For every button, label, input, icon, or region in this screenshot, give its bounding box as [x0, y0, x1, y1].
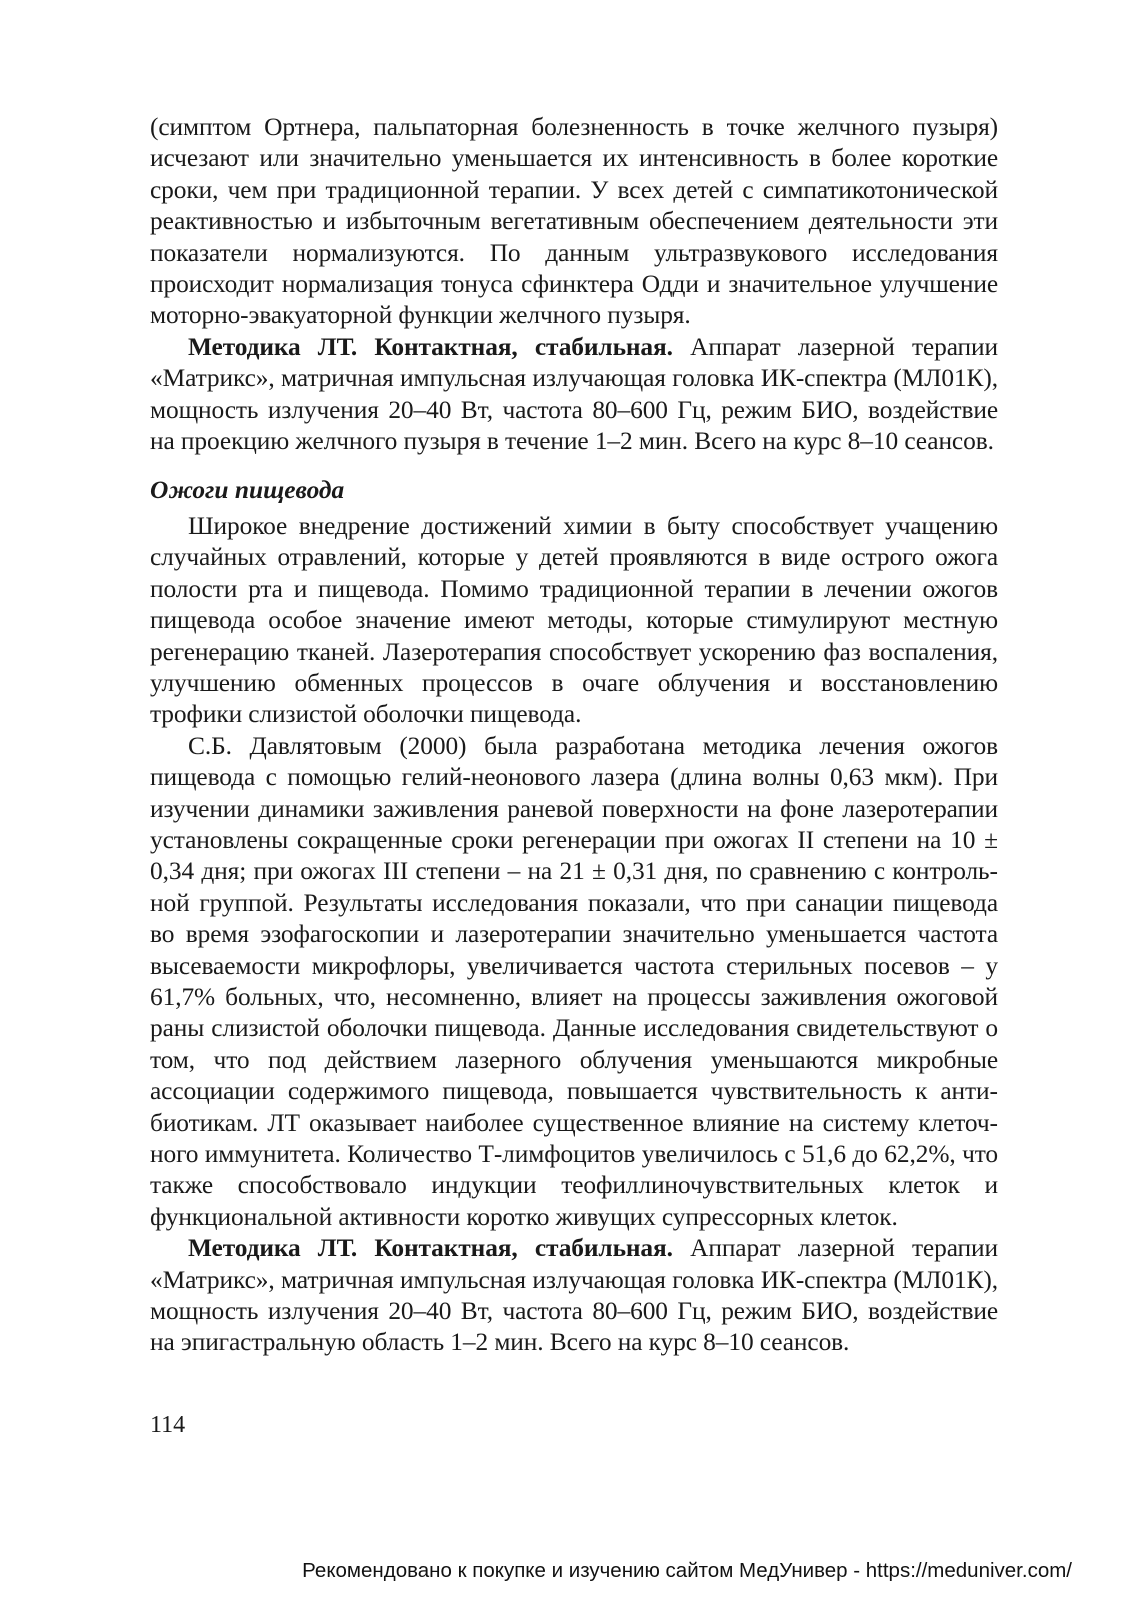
method-paragraph-esophagus — [150, 1233, 998, 1359]
footer-watermark: Рекомендовано к покупке и изучению сайтом МедУнивер - https://meduniver.com/ — [302, 1559, 1072, 1582]
method-paragraph-gallbladder — [150, 332, 998, 458]
method-text: Аппарат лазерной терапии «Матрикс», матричная импульсная излучающая головка ИК-спектра (МЛ01К), мощность излучения 20–40 Вт, частота 80–600 Гц, режим БИО, воздействие на эпигастральную область 1–2 мин. Всего на курс 8–10 сеансов. — [150, 1234, 998, 1357]
paragraph-study: С.Б. Давлятовым (2000) была разработана методика лечения ожогов пищевода с помощью гелий-неонового лазера (длина волны 0,63 мкм). При изучении динамики заживления раневой поверхности на фоне лазеротерапии установлены сокращенные сроки регенерации при ожогах II степени на 10 ± 0,34 дня; при ожогах III степени – на 21 ± 0,31 дня, по сравнению с контрольной группой. Результаты исследования показали, что при санации пищевода во время эзофагоскопии и лазеротерапии значительно уменьшается частота высеваемости микрофлоры, увеличивается частота стерильных посевов – у 61,7% больных, что, несомненно, влияет на процессы заживления ожоговой раны слизистой оболочки пищевода. Данные исследования свидетельствуют о том, что под действием лазерного облучения уменьшаются микробные ассоциации содержимого пищевода, повышается чувствительность к антибиотикам. ЛТ оказывает наиболее существенное влияние на систему клеточного иммунитета. Количество Т-лимфоцитов увеличилось с 51,6 до 62,2%, что также способствовало индукции теофиллиночувствительных клеток и функциональной активности коротко живущих супрессорных клеток. — [150, 731, 998, 1231]
page-number: 114 — [150, 1412, 186, 1438]
method-lead: Методика ЛТ. Контактная, стабильная. — [188, 332, 673, 361]
paragraph-esophagus-intro: Широкое внедрение достижений химии в быту способствует учащению случайных отравлений, которые у детей проявляются в виде острого ожога полости рта и пищевода. Помимо традиционной терапии в лечении ожогов пищевода особое значение имеют методы, которые стимулируют местную регенерацию тканей. Лазеротерапия способствует ускорению фаз воспаления, улучшению обменных процессов в очаге облучения и восстановлению трофики слизистой оболочки пищевода. — [150, 511, 998, 729]
page-body — [150, 112, 998, 1359]
section-title: Ожоги пищевода — [150, 476, 345, 505]
method-lead: Методика ЛТ. Контактная, стабильная. — [188, 1234, 673, 1263]
method-text: Аппарат лазерной терапии «Матрикс», матричная импульсная излучающая головка ИК-спектра (МЛ01К), мощность излучения 20–40 Вт, частота 80–600 Гц, режим БИО, воздействие на проекцию желчного пузыря в течение 1–2 мин. Всего на курс 8–10 сеансов. — [150, 332, 998, 456]
paragraph-continuation: (симптом Ортнера, пальпаторная болезненность в точке желчного пузыря) исчезают или значительно уменьшается их интенсивность в более короткие сроки, чем при традиционной терапии. У всех детей с симпатикотонической реактивностью и избыточным вегетативным обеспечением деятельности эти показатели нормализуются. По данным ультразвукового исследования происходит нормализация тонуса сфинктера Одди и значительное улучшение моторно-эвакуаторной функции желчного пузыря. — [150, 113, 998, 330]
